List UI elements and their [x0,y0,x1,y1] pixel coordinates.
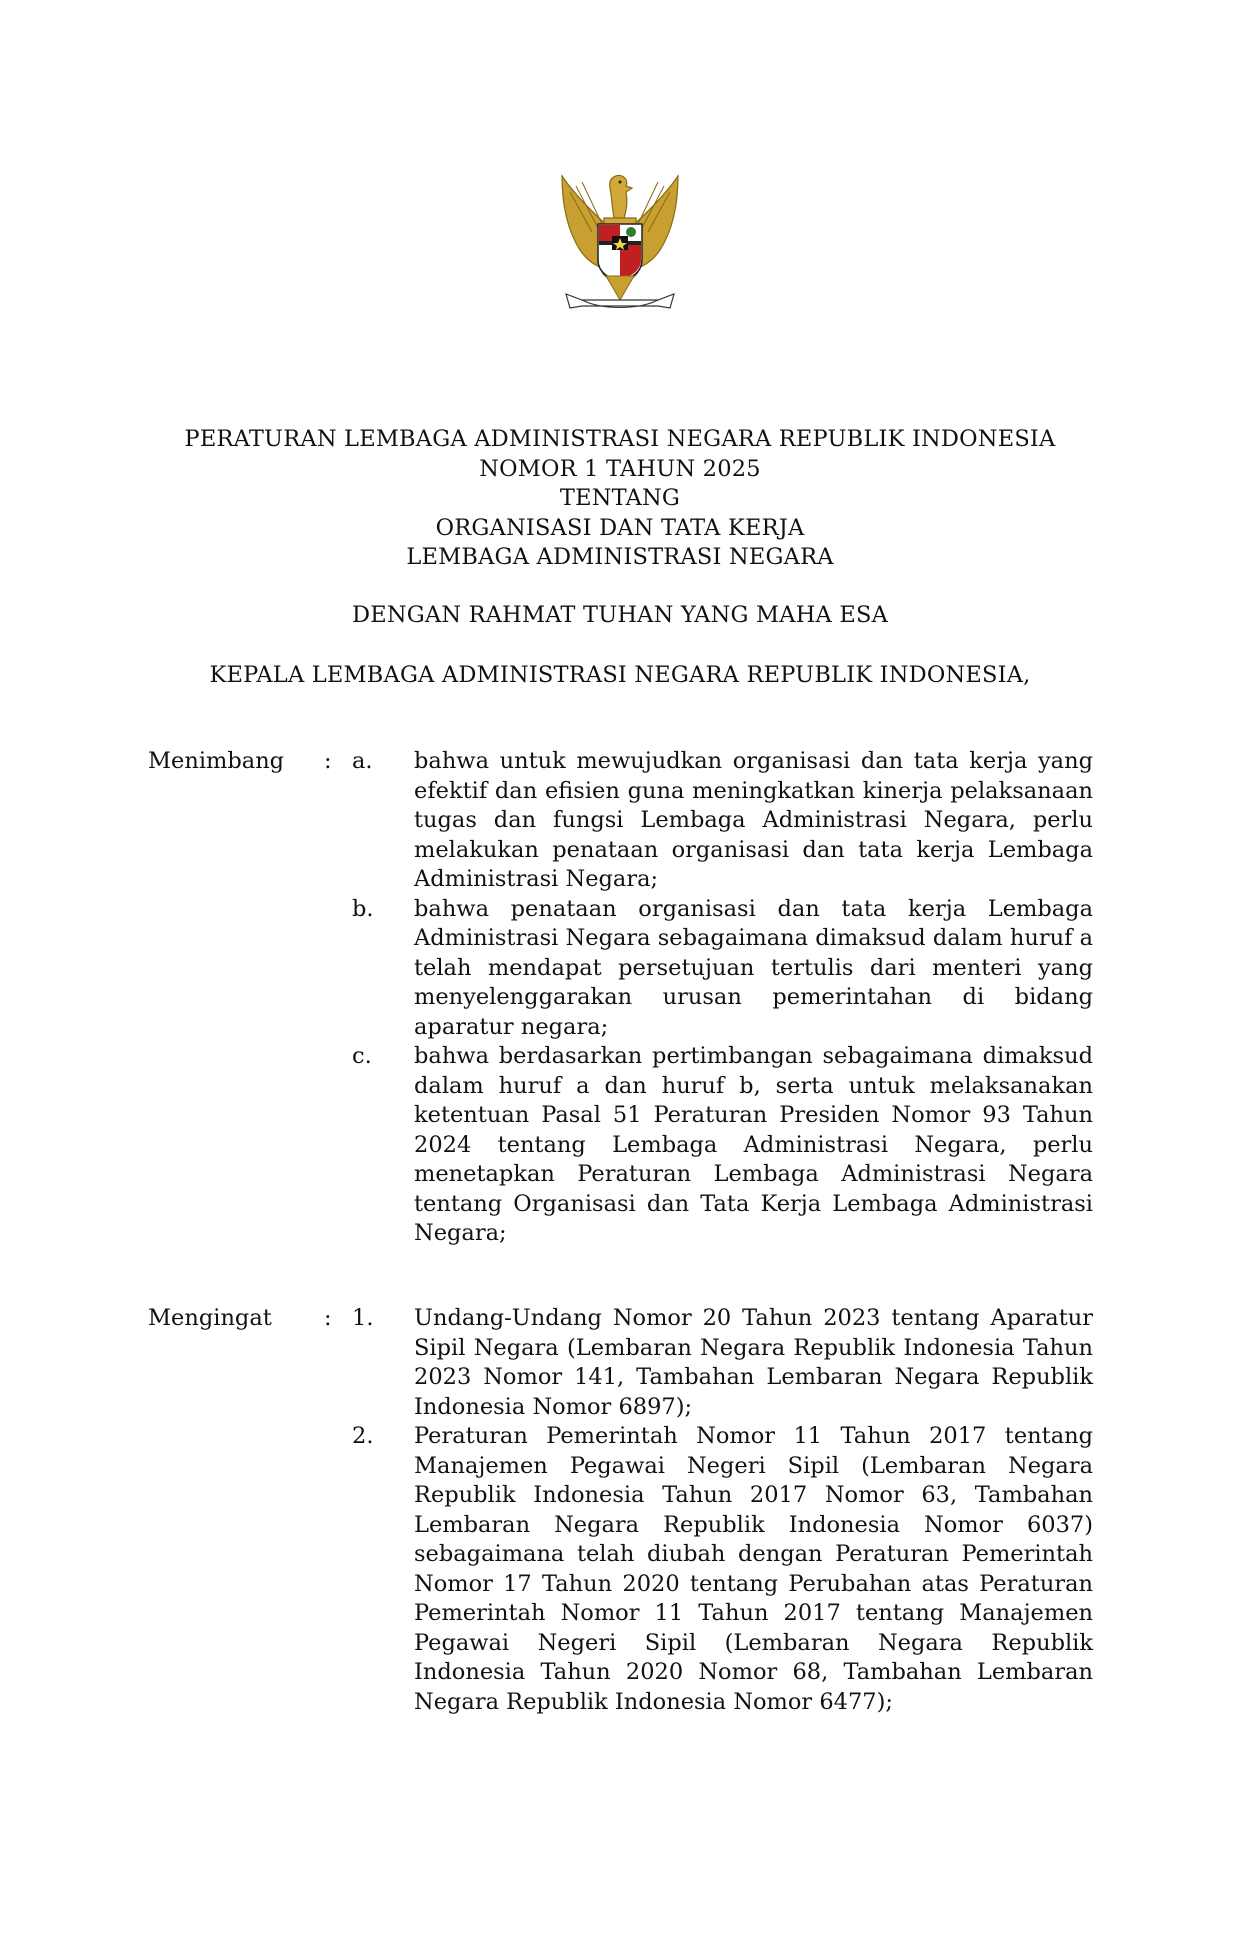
list-item [352,1304,1093,1422]
item-text: bahwa berdasarkan pertimbangan sebagaimana dimaksud dalam huruf a dan huruf b, serta untuk melaksanakan ketentuan Pasal 51 Peraturan Presiden Nomor 93 Tahun 2024 tentang Lembaga Administrasi Negara, perlu menetapkan Peraturan Lembaga Administrasi Negara tentang Organisasi dan Tata Kerja Lembaga Administrasi Negara; [414,1043,1093,1246]
title-line: TENTANG [559,485,681,511]
section-label: Mengingat [148,1305,272,1331]
regulation-title [150,425,1090,573]
title-line: PERATURAN LEMBAGA ADMINISTRASI NEGARA REPUBLIK INDONESIA [184,426,1056,452]
item-text: bahwa penataan organisasi dan tata kerja Lembaga Administrasi Negara sebagaimana dimaksud dalam huruf a telah mendapat persetujuan tertulis dari menteri yang menyelenggarakan urusan pemerintahan di bidang aparatur negara; [414,895,1093,1040]
item-text: Undang-Undang Nomor 20 Tahun 2023 tentang Aparatur Sipil Negara (Lembaran Negara Republik Indonesia Tahun 2023 Nomor 141, Tambahan Lembaran Negara Republik Indonesia Nomor 6897); [414,1305,1093,1420]
item-marker: 2. [352,1423,374,1449]
list-item [352,747,1093,895]
title-line: LEMBAGA ADMINISTRASI NEGARA [406,544,834,570]
item-text: bahwa untuk mewujudkan organisasi dan tata kerja yang efektif dan efisien guna meningkatkan kinerja pelaksanaan tugas dan fungsi Lembaga Administrasi Negara, perlu melakukan penataan organisasi dan tata kerja Lembaga Administrasi Negara; [414,748,1093,892]
item-marker: c. [352,1043,372,1069]
list-item [352,1422,1093,1717]
title-line: ORGANISASI DAN TATA KERJA [435,514,805,541]
legal-basis-list [352,1304,1093,1717]
item-text: Peraturan Pemerintah Nomor 11 Tahun 2017 tentang Manajemen Pegawai Negeri Sipil (Lembaran Negara Republik Indonesia Tahun 2017 Nomor 63, Tambahan Lembaran Negara Republik Indonesia Nomor 6037) sebagaimana telah diubah dengan Peraturan Pemerintah Nomor 17 Tahun 2020 tentang Perubahan atas Peraturan Pemerintah Nomor 11 Tahun 2017 tentang Manajemen Pegawai Negeri Sipil (Lembaran Negara Republik Indonesia Tahun 2020 Nomor 68, Tambahan Lembaran Negara Republik Indonesia Nomor 6477); [414,1423,1093,1715]
invocation: DENGAN RAHMAT TUHAN YANG MAHA ESA [351,602,889,628]
item-marker: a. [352,748,373,774]
item-marker: 1. [352,1305,374,1331]
considerations-list [352,747,1093,1249]
issuer-line: KEPALA LEMBAGA ADMINISTRASI NEGARA REPUBLIK INDONESIA, [209,662,1031,688]
title-line: NOMOR 1 TAHUN 2025 [479,455,761,482]
section-colon: : [324,748,332,774]
list-item [352,895,1093,1043]
garuda-pancasila-icon [552,172,688,322]
list-item [352,1042,1093,1249]
item-marker: b. [352,895,374,922]
section-label: Menimbang [148,748,285,774]
section-colon: : [324,1305,332,1331]
